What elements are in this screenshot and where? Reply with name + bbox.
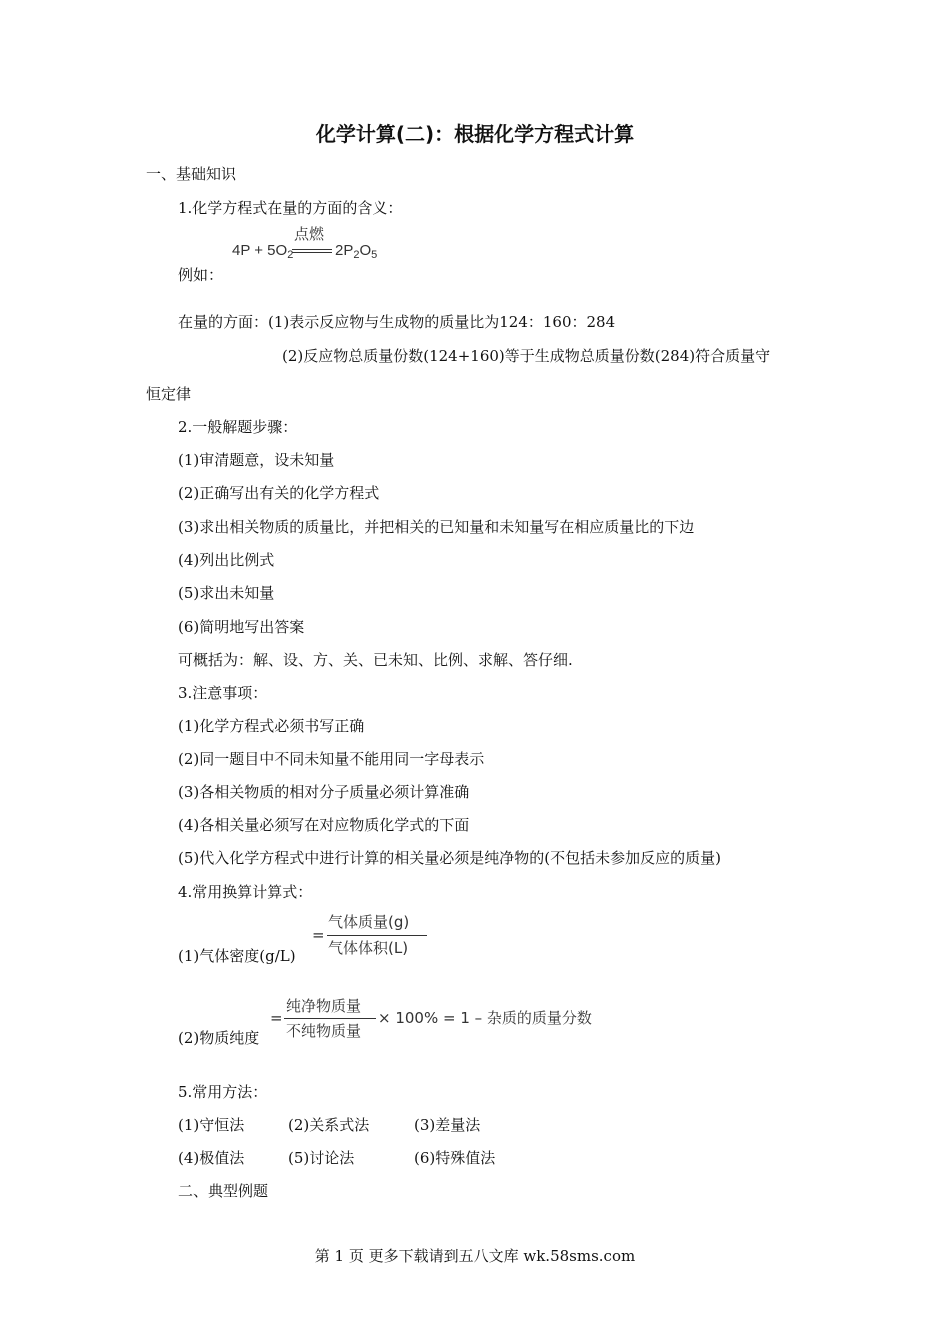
fraction-bar	[327, 935, 427, 936]
equation-product-b: O	[359, 242, 372, 259]
method-item: (5)讨论法	[288, 1149, 355, 1167]
equation-condition: 点燃	[294, 225, 325, 243]
purity-tail: × 100% = 1 – 杂质的质量分数	[378, 1009, 592, 1027]
purity-denominator: 不纯物质量	[286, 1022, 362, 1040]
section-heading-basics: 一、基础知识	[146, 165, 237, 183]
step-item: (5)求出未知量	[178, 584, 275, 602]
method-item: (1)守恒法	[178, 1116, 245, 1134]
density-label: (1)气体密度(g/L)	[178, 947, 296, 965]
note-item: (4)各相关量必须写在对应物质化学式的下面	[178, 816, 470, 834]
method-item: (2)关系式法	[288, 1116, 370, 1134]
note-item: (1)化学方程式必须书写正确	[178, 717, 365, 735]
subsection-heading-notes: 3.注意事项：	[178, 684, 268, 702]
subsection-heading-meaning: 1.化学方程式在量的方面的含义：	[178, 199, 403, 217]
equation-products	[335, 241, 377, 265]
method-item: (3)差量法	[414, 1116, 481, 1134]
method-item: (6)特殊值法	[414, 1149, 496, 1167]
note-item: (3)各相关物质的相对分子质量必须计算准确	[178, 783, 470, 801]
subsection-heading-methods: 5.常用方法：	[178, 1083, 268, 1101]
quantity-meaning-1: 在量的方面：(1)表示反应物与生成物的质量比为124：160：284	[178, 313, 616, 331]
method-item: (4)极值法	[178, 1149, 245, 1167]
equation-subscript: 2	[287, 249, 294, 261]
subsection-heading-formulas: 4.常用换算计算式：	[178, 883, 313, 901]
equation-product-a: 2P	[335, 242, 354, 259]
subsection-heading-steps: 2.一般解题步骤：	[178, 418, 298, 436]
equation-double-bar	[292, 249, 332, 253]
equation-subscript: 5	[371, 249, 378, 261]
purity-numerator: 纯净物质量	[286, 997, 362, 1015]
page-footer: 第 1 页 更多下载请到五八文库 wk.58sms.com	[314, 1247, 636, 1265]
equals-sign: =	[312, 926, 325, 944]
density-fraction	[310, 910, 430, 960]
note-item: (2)同一题目中不同未知量不能用同一字母表示	[178, 750, 485, 768]
steps-summary: 可概括为：解、设、方、关、已未知、比例、求解、答仔细.	[178, 651, 573, 669]
equation-subscript: 2	[353, 249, 360, 261]
equals-sign: =	[270, 1009, 283, 1027]
page-title: 化学计算(二)：根据化学方程式计算	[315, 122, 635, 146]
step-item: (3)求出相关物质的质量比，并把相关的已知量和未知量写在相应质量比的下边	[178, 518, 695, 536]
fraction-bar	[284, 1018, 376, 1019]
quantity-meaning-2-cont: 恒定律	[146, 385, 192, 403]
equation-reactants: 4P + 5O	[232, 242, 288, 259]
step-item: (1)审清题意，设未知量	[178, 451, 335, 469]
quantity-meaning-2: (2)反应物总质量份数(124+160)等于生成物总质量份数(284)符合质量守	[282, 347, 771, 365]
section-heading-examples: 二、典型例题	[178, 1182, 269, 1200]
note-item: (5)代入化学方程式中进行计算的相关量必须是纯净物的(不包括未参加反应的质量)	[178, 849, 721, 867]
density-denominator: 气体体积(L)	[328, 939, 409, 957]
density-numerator: 气体质量(g)	[328, 913, 410, 931]
step-item: (4)列出比例式	[178, 551, 275, 569]
purity-label: (2)物质纯度	[178, 1029, 260, 1047]
step-item: (6)简明地写出答案	[178, 618, 305, 636]
purity-fraction	[270, 995, 600, 1045]
chemical-equation	[232, 241, 293, 265]
step-item: (2)正确写出有关的化学方程式	[178, 484, 380, 502]
example-label: 例如：	[178, 266, 224, 284]
